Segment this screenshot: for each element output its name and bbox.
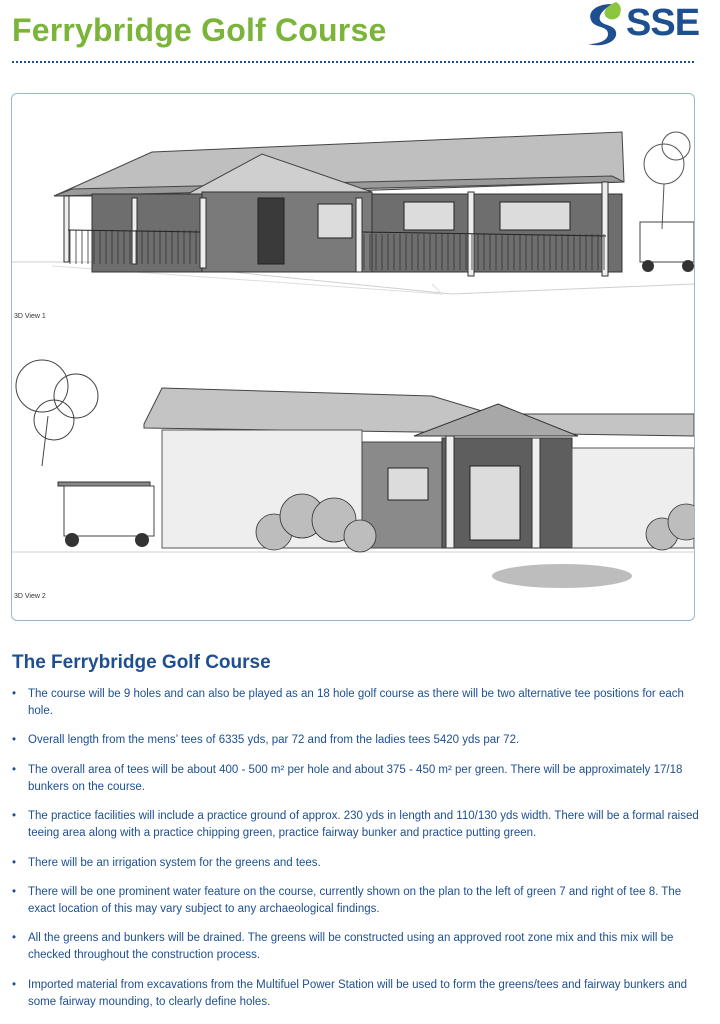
list-item: • The overall area of tees will be about 400 - 500 m² per hole and about 375 - 450 m² per green. There will be approximately 17/18 bunkers on the course. <box>12 762 702 796</box>
view-1-label: 3D View 1 <box>14 313 46 320</box>
list-item: • There will be one prominent water feature on the course, currently shown on the plan to the left of green 7 and right of tee 8. The exact location of this may vary subject to any archaeological findings. <box>12 884 702 918</box>
list-item: • The practice facilities will include a practice ground of approx. 230 yds in length and 110/130 yds width. There will be a formal raised teeing area along with a practice chipping green, practice fairway bunker and practice putting green. <box>12 808 702 842</box>
3d-view-2 <box>12 356 694 620</box>
clubhouse-rear-drawing <box>12 356 694 620</box>
list-item: • Overall length from the mens’ tees of 6335 yds, par 72 and from the ladies tees 5420 yds par 72. <box>12 732 702 749</box>
clubhouse-front-drawing <box>12 94 694 356</box>
course-details-list <box>12 686 702 1023</box>
view-2-label: 3D View 2 <box>14 593 46 600</box>
header-divider <box>12 61 694 63</box>
3d-view-1 <box>12 94 694 356</box>
section-title: The Ferrybridge Golf Course <box>12 652 271 673</box>
list-item: • There will be an irrigation system for the greens and tees. <box>12 855 702 872</box>
sse-swirl-icon <box>582 0 626 48</box>
logo-text: SSE <box>626 2 700 44</box>
list-item: • All the greens and bunkers will be drained. The greens will be constructed using an approved root zone mix and this mix will be checked throughout the construction process. <box>12 930 702 964</box>
list-item: • Imported material from excavations from the Multifuel Power Station will be used to form the greens/tees and fairway bunkers and some fairway mounding, to clearly define holes. <box>12 977 702 1011</box>
page-title: Ferrybridge Golf Course <box>12 12 387 48</box>
drawing-panel <box>11 93 695 621</box>
list-item: • The course will be 9 holes and can also be played as an 18 hole golf course as there will be two alternative tee positions for each hole. <box>12 686 702 720</box>
sse-logo <box>582 0 720 48</box>
